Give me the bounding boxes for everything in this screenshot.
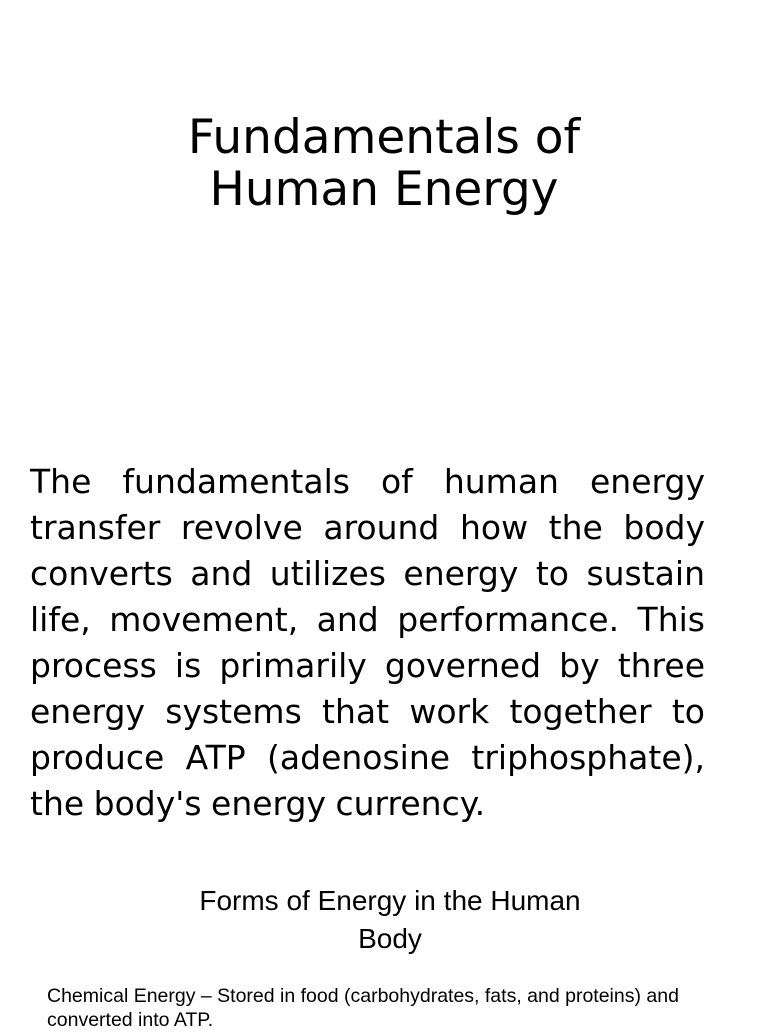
section-heading-line-1: Forms of Energy in the Human [199, 885, 581, 916]
title-line-2: Human Energy [209, 162, 559, 217]
page-title [0, 112, 768, 216]
intro-paragraph: The fundamentals of human energy transfer revolve around how the body converts and utilizes energy to sustain life, movement, and performance. This process is primarily governed by three energy systems that work together to produce ATP (adenosine triphosphate), the body's energy currency. [30, 462, 705, 823]
title-line-1: Fundamentals of [187, 110, 581, 165]
section-heading [0, 882, 768, 958]
energy-form-item: Chemical Energy – Stored in food (carbohydrates, fats, and proteins) and converted into ATP. [47, 985, 679, 1031]
section-heading-line-2: Body [358, 923, 422, 954]
